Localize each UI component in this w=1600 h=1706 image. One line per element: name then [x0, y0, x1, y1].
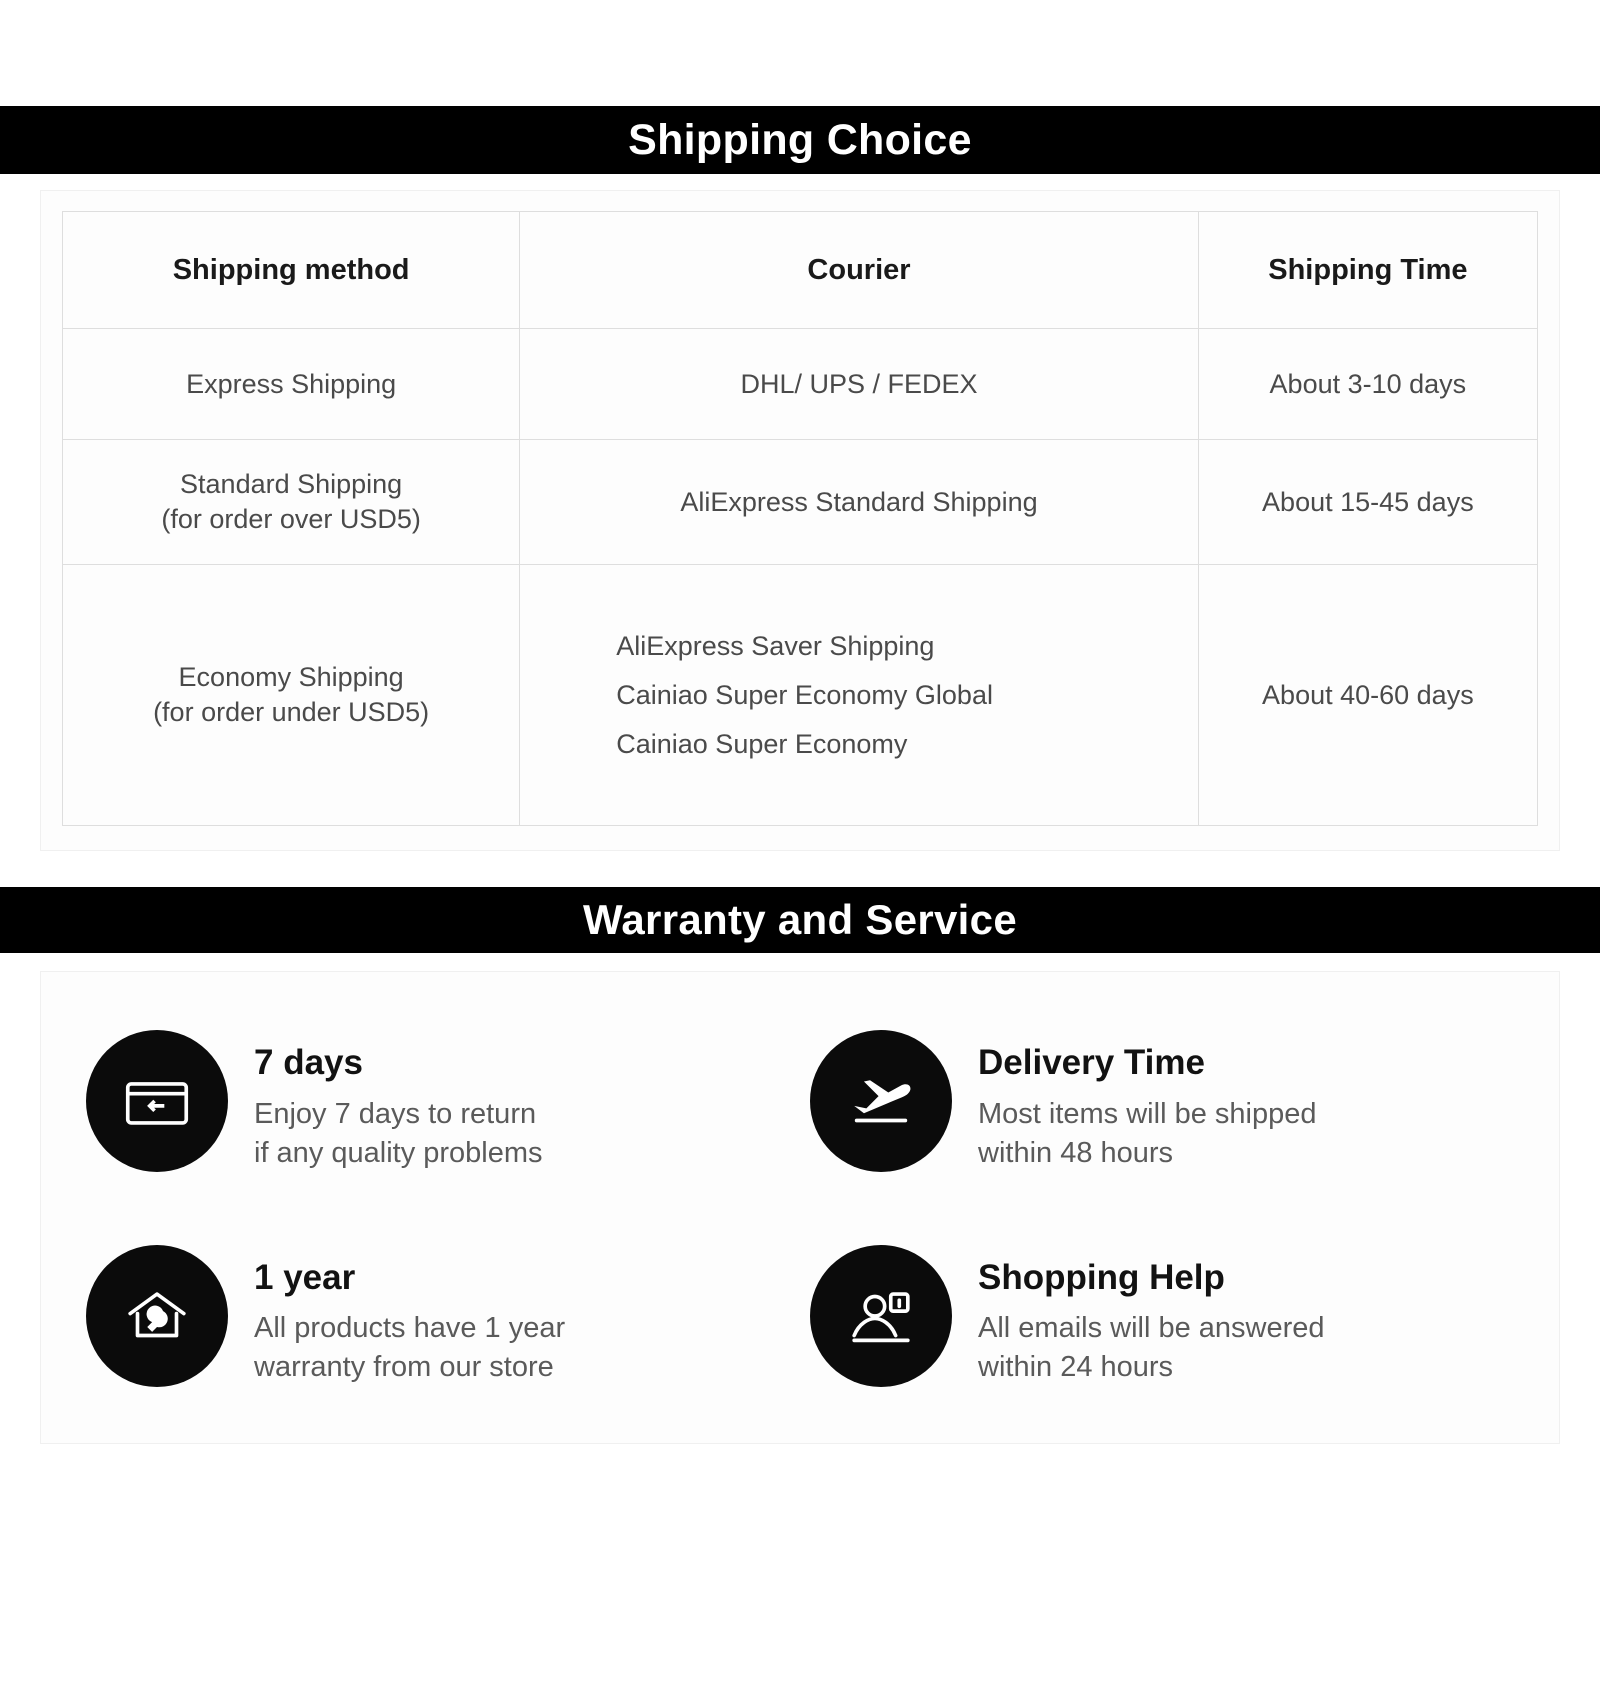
return-box-icon — [86, 1030, 228, 1172]
cell-time: About 3-10 days — [1198, 329, 1537, 440]
feature-shopping-help — [810, 1245, 1514, 1388]
shipping-choice-banner: Shipping Choice — [0, 106, 1600, 174]
feature-text — [254, 1030, 543, 1173]
feature-grid — [86, 1012, 1514, 1388]
header-shipping-time: Shipping Time — [1198, 212, 1537, 329]
table-header-row — [63, 212, 1538, 329]
feature-desc-line2: within 48 hours — [978, 1136, 1174, 1169]
cell-method — [63, 565, 520, 826]
warranty-wrench-icon — [86, 1245, 228, 1387]
feature-delivery-time — [810, 1030, 1514, 1173]
cell-method-line1: Standard Shipping — [180, 469, 403, 500]
feature-text — [978, 1245, 1325, 1388]
warranty-features-card — [40, 971, 1560, 1444]
cell-method-line2: (for order over USD5) — [161, 504, 421, 534]
header-courier: Courier — [520, 212, 1199, 329]
feature-description — [254, 1095, 543, 1173]
feature-title: Shopping Help — [978, 1257, 1225, 1297]
feature-desc-line2: if any quality problems — [254, 1136, 543, 1169]
shipping-table — [62, 211, 1538, 826]
cell-courier: AliExpress Standard Shipping — [520, 440, 1199, 565]
support-agent-icon — [810, 1245, 952, 1387]
cell-time: About 40-60 days — [1198, 565, 1537, 826]
header-shipping-method: Shipping method — [63, 212, 520, 329]
feature-desc-line1: Enjoy 7 days to return — [254, 1097, 537, 1130]
feature-text — [254, 1245, 565, 1388]
cell-method-line2: (for order under USD5) — [153, 697, 430, 727]
feature-description — [978, 1309, 1325, 1387]
feature-7-days-return — [86, 1030, 790, 1173]
feature-desc-line2: within 24 hours — [978, 1351, 1174, 1384]
table-row — [63, 565, 1538, 826]
feature-one-year-warranty — [86, 1245, 790, 1388]
courier-option: Cainiao Super Economy — [616, 728, 908, 759]
shipping-table-card — [40, 190, 1560, 851]
feature-title: 7 days — [254, 1043, 363, 1082]
table-row — [63, 329, 1538, 440]
warranty-service-banner: Warranty and Service — [0, 887, 1600, 953]
feature-title: Delivery Time — [978, 1043, 1205, 1082]
cell-courier: DHL/ UPS / FEDEX — [520, 329, 1199, 440]
courier-option: Cainiao Super Economy Global — [616, 679, 993, 710]
airplane-takeoff-icon — [810, 1030, 952, 1172]
cell-method: Express Shipping — [63, 329, 520, 440]
cell-courier — [520, 565, 1199, 826]
courier-option: AliExpress Saver Shipping — [616, 630, 935, 661]
feature-desc-line1: All emails will be answered — [978, 1312, 1325, 1345]
cell-time: About 15-45 days — [1198, 440, 1537, 565]
table-row — [63, 440, 1538, 565]
feature-title: 1 year — [254, 1257, 356, 1297]
feature-desc-line2: warranty from our store — [254, 1351, 554, 1384]
feature-description — [254, 1309, 565, 1387]
feature-desc-line1: Most items will be shipped — [978, 1097, 1317, 1130]
cell-method — [63, 440, 520, 565]
feature-desc-line1: All products have 1 year — [254, 1312, 566, 1345]
feature-text — [978, 1030, 1316, 1173]
cell-method-line1: Economy Shipping — [178, 662, 404, 693]
feature-description — [978, 1095, 1316, 1173]
